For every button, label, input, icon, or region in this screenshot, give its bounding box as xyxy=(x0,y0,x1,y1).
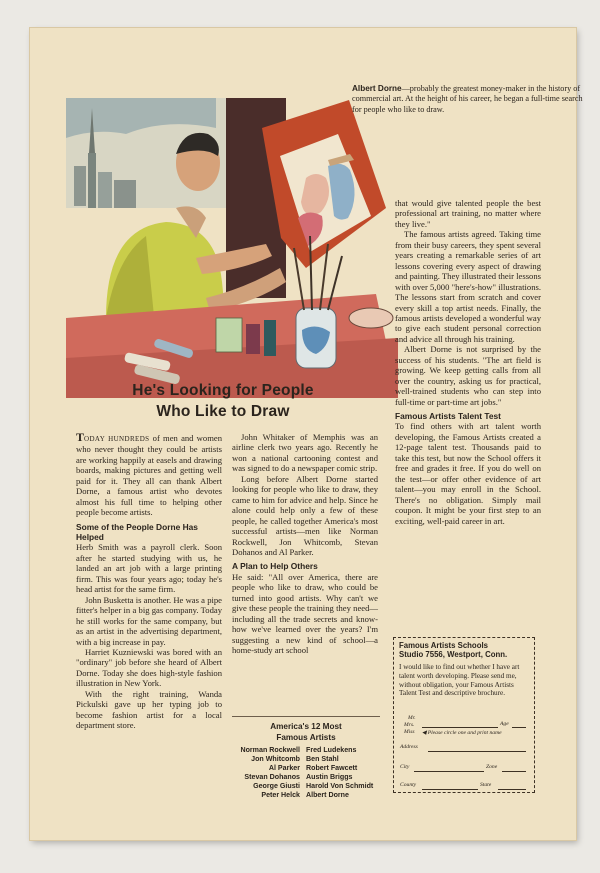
artist-name: George Giusti xyxy=(253,782,300,791)
illustration-caption xyxy=(352,84,592,115)
headline-line-1: He's Looking for People xyxy=(132,382,314,399)
coupon-zone-field[interactable] xyxy=(502,771,526,772)
coupon-age-label: Age xyxy=(500,721,509,727)
mail-coupon[interactable] xyxy=(393,637,535,793)
artists-row xyxy=(232,791,380,800)
artist-name: Albert Dorne xyxy=(306,791,349,800)
paragraph-talent-test: To find others with art talent worth developing, the Famous Artists created a 12-page talent test. Thousands paid to take this test, but now the School offers it free and grades it free. If you do well on the test—or offer other evidence of art talent—you may enroll in the School. There's no obligation. Simply mail coupon. It might be your first step to an exciting, well-paid career in art. xyxy=(395,421,541,526)
intro-paragraph xyxy=(76,432,222,518)
artist-name: Al Parker xyxy=(268,764,300,773)
paragraph-plan: He said: "All over America, there are people who like to draw, who could be turned into good artists. Why can't we give these people the training they need—including all the trade secrets and know-how we've learned over the years? I'm suggesting a new kind of school—a home-study art school xyxy=(232,571,378,656)
intro-small-caps: ODAY HUNDREDS xyxy=(84,435,150,443)
artists-title-line-2: Famous Artists xyxy=(276,733,336,742)
artists-title xyxy=(232,721,380,743)
artist-name: Harold Von Schmidt xyxy=(306,782,374,791)
artists-row xyxy=(232,782,380,791)
magazine-page xyxy=(30,28,583,840)
coupon-city-field[interactable] xyxy=(414,771,484,772)
caption-text: —probably the greatest money-maker in the history of commercial art. At the height of his career, he began a full-time search for people who like to draw. xyxy=(352,84,583,114)
coupon-address-label: Address xyxy=(400,744,418,750)
paragraph-harriet-kuzniewski: Harriet Kuzniewski was bored with an "ordinary" job before she heard of Albert Dorne. Today she does high-style fashion illustration in New York. xyxy=(76,646,222,689)
artists-row xyxy=(232,764,380,773)
coupon-body-text: I would like to find out whether I have art talent worth developing. Please send me, without obligation, your Famous Artists Talent Test and descriptive brochure. xyxy=(399,663,520,698)
paragraph-john-busketta: John Busketta is another. He was a pipe fitter's helper in a big gas company. Today he still works for the same company, but as an artist in the advertising department, with a big increase in pay. xyxy=(76,594,222,647)
artist-name: Robert Fawcett xyxy=(306,764,358,773)
paragraph-not-surprised: Albert Dorne is not surprised by the success of his students. "The art field is growing. We keep getting calls from all over the country, asking us for practical, well-trained students who can step into full-time or part-time art jobs." xyxy=(395,344,541,407)
coupon-mrs-label: Mrs. xyxy=(404,722,415,728)
paragraph-artists-agreed: The famous artists agreed. Taking time from their busy careers, they spent several years creating a remarkable series of art lessons covering every aspect of drawing and painting. They illustrated their lessons with over 5,000 "here's-how" illustrations. The lessons start from scratch and cover every skill a top artist needs. Finally, the famous artists developed a wonderful way to give each student personal correction and advice all through his training. xyxy=(395,229,541,344)
coupon-studio-address: Studio 7556, Westport, Conn. xyxy=(399,650,508,660)
artist-name: Stevan Dohanos xyxy=(244,773,300,782)
coupon-county-field[interactable] xyxy=(422,789,478,790)
intro-text: of men and women who never thought they could be artists are working happily at easels and drawing boards, making pictures and getting well paid for it. They all can thank Albert Dorne, a famous artist who devotes almost his full time to helping other people become artists. xyxy=(76,433,222,518)
coupon-print-note xyxy=(422,730,502,737)
artist-name: Austin Briggs xyxy=(306,773,353,782)
coupon-age-field[interactable] xyxy=(512,727,526,728)
coupon-name-field[interactable] xyxy=(422,727,498,728)
paragraph-john-whitaker: John Whitaker of Memphis was an airline clerk two years ago. Recently he won a national cartooning contest and was signed to do a newspaper comic strip. xyxy=(232,432,378,474)
subhead-people-helped: Some of the People Dorne Has Helped xyxy=(76,521,198,543)
coupon-city-label: City xyxy=(400,764,410,770)
coupon-state-field[interactable] xyxy=(498,789,526,790)
coupon-zone-label: Zone xyxy=(486,764,498,770)
column-3 xyxy=(395,198,541,526)
coupon-state-label: State xyxy=(480,782,492,788)
caption-name: Albert Dorne xyxy=(352,84,402,93)
subhead-talent-test: Famous Artists Talent Test xyxy=(395,411,501,422)
paragraph-herb-smith: Herb Smith was a payroll clerk. Soon after he started studying with us, he landed an art job with a large printing firm. This was four years ago; today he's head artist for the same firm. xyxy=(76,542,222,595)
coupon-miss-label: Miss xyxy=(404,729,415,735)
column-2 xyxy=(232,432,378,655)
column-1 xyxy=(76,432,222,731)
headline xyxy=(82,380,364,422)
coupon-mr-label: Mr. xyxy=(408,715,416,721)
artist-name: Jon Whitcomb xyxy=(251,755,300,764)
arrow-left-icon: ◀ xyxy=(422,730,428,736)
artist-name: Fred Ludekens xyxy=(306,746,357,754)
coupon-print-note-text: Please circle one and print name xyxy=(427,730,502,736)
albert-dorne-illustration xyxy=(66,68,398,398)
famous-artists-box xyxy=(232,716,380,801)
coupon-school-name: Famous Artists Schools xyxy=(399,641,488,650)
artist-name: Ben Stahl xyxy=(306,755,339,764)
subhead-plan: A Plan to Help Others xyxy=(232,561,318,572)
paragraph-long-before: Long before Albert Dorne started looking for people who like to draw, they came to him for advice and help. Since he alone could help only a few of these people, he called together America's most successful artists—men like Norman Rockwell, Jon Whitcomb, Stevan Dohanos and Al Parker. xyxy=(232,473,378,557)
artists-row xyxy=(232,746,380,755)
coupon-address-field[interactable] xyxy=(428,751,526,752)
headline-line-2: Who Like to Draw xyxy=(156,403,290,420)
artists-title-line-1: America's 12 Most xyxy=(270,722,342,731)
paragraph-continued: that would give talented people the best professional art training, no matter where they live." xyxy=(395,198,541,229)
artists-row xyxy=(232,755,380,764)
artist-name: Norman Rockwell xyxy=(240,746,300,754)
artists-row xyxy=(232,773,380,782)
coupon-county-label: County xyxy=(400,782,417,788)
drop-cap: T xyxy=(76,430,85,444)
paragraph-wanda-pickulski: With the right training, Wanda Pickulski gave up her typing job to become fashion artist for a local department store. xyxy=(76,688,222,731)
artist-name: Peter Helck xyxy=(261,791,300,800)
